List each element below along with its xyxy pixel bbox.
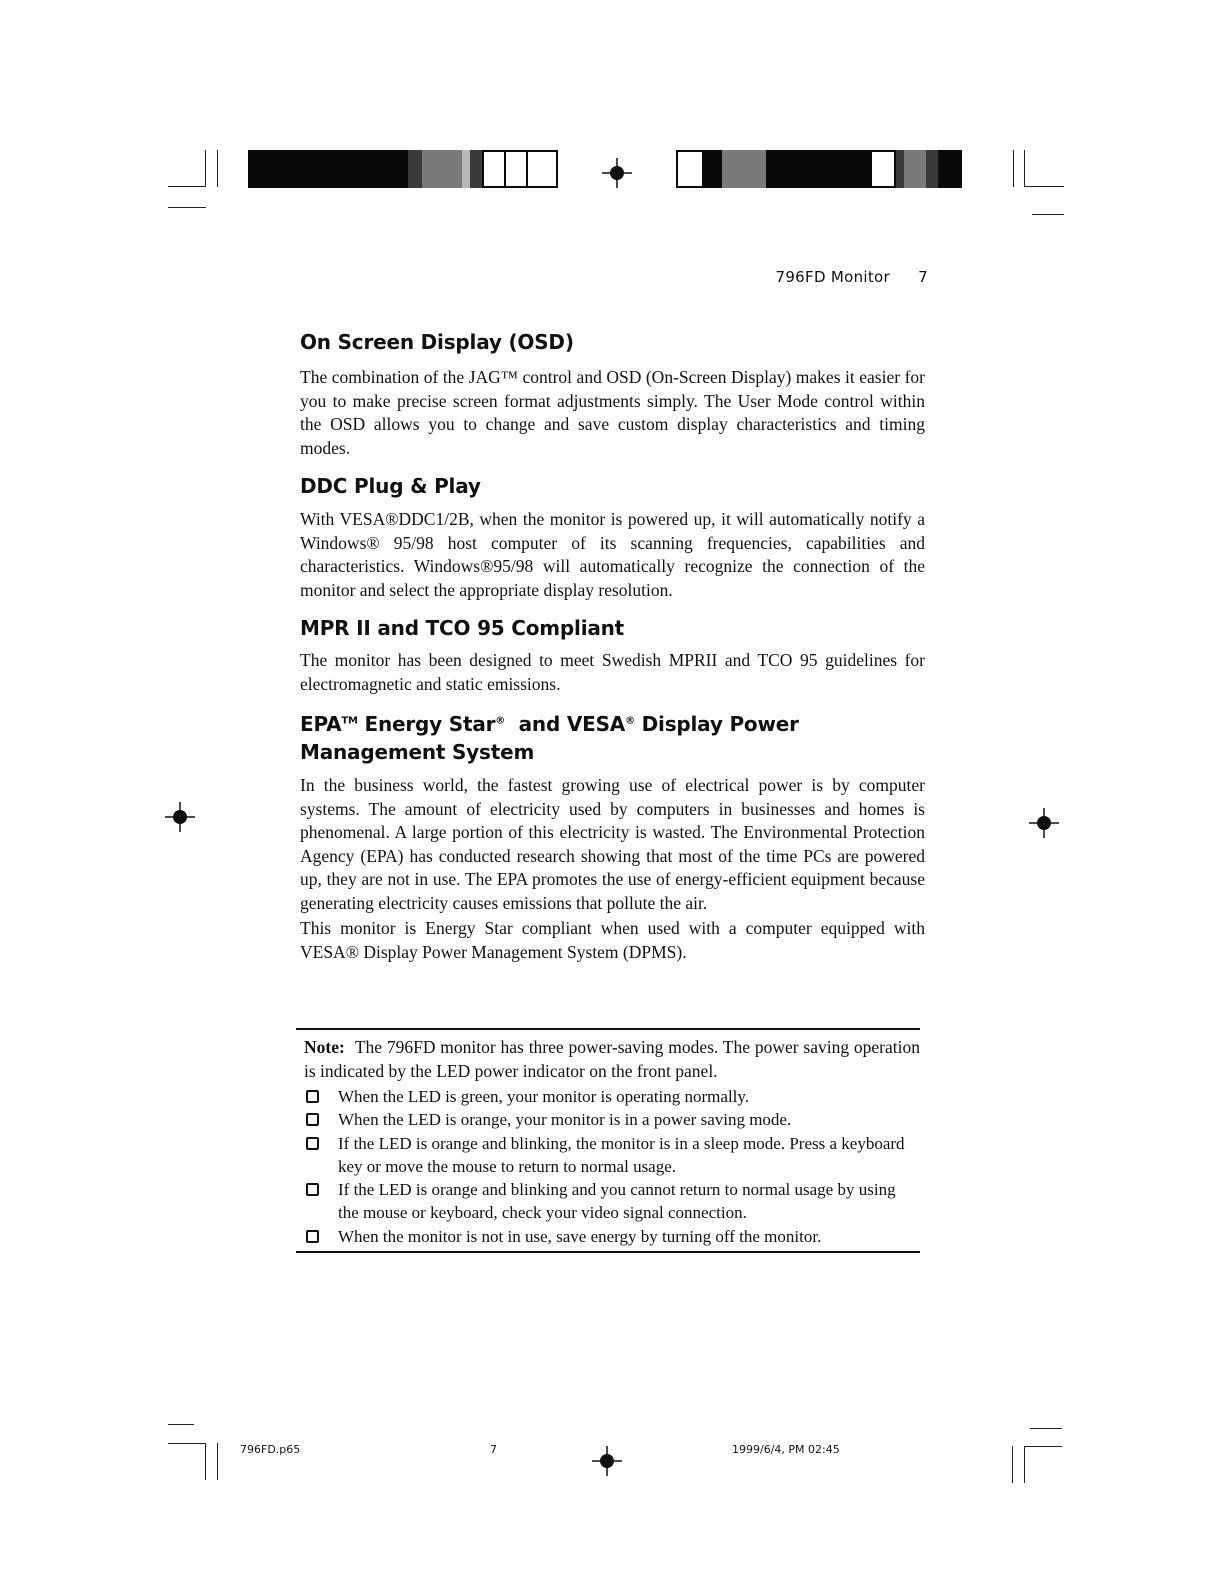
list-item: If the LED is orange and blinking and you cannot return to normal usage by using the mouse or keyboard, check your video signal connection.	[304, 1178, 920, 1225]
section-body-energy-star: In the business world, the fastest growing use of electrical power is by computer systems. The amount of electricity used by computers in businesses and homes is phenomenal. A large portion of this electricity is wasted. The Environmental Protection Agency (EPA) has conducted research showing that most of the time PCs are powered up, they are not in use. The EPA promotes the use of energy-efficient equipment because generating electricity causes emissions that pollute the air.	[300, 775, 925, 913]
crop-mark	[168, 1443, 205, 1444]
footer-file-name: 796FD.p65	[240, 1443, 301, 1456]
crop-mark	[1024, 150, 1025, 187]
color-bar-left	[248, 150, 558, 188]
crop-mark	[168, 1424, 194, 1425]
density-patch	[248, 150, 408, 188]
crop-mark	[1012, 1446, 1013, 1483]
crop-mark	[205, 1443, 206, 1480]
crop-mark	[1030, 1428, 1062, 1429]
density-patch	[526, 150, 558, 188]
running-header	[772, 268, 928, 286]
footer-timestamp: 1999/6/4, PM 02:45	[732, 1443, 840, 1456]
note-list	[304, 1085, 920, 1248]
section-body-osd: The combination of the JAG™ control and OSD (On-Screen Display) makes it easier for you to make precise screen format adjustments simply. The User Mode control within the OSD allows you to change and save custom display characteristics and timing modes.	[300, 367, 925, 458]
crop-mark	[1013, 150, 1014, 187]
crop-mark	[1032, 214, 1064, 215]
list-item: When the monitor is not in use, save energy by turning off the monitor.	[304, 1225, 920, 1248]
note-label: Note:	[304, 1037, 345, 1057]
section-body-ddc: With VESA®DDC1/2B, when the monitor is powered up, it will automatically notify a Windows® 95/98 host computer of its scanning frequencies, capabilities and characteristics. Windows®95/98 will automatically recognize the connection of the monitor and select the appropriate display resolution.	[300, 509, 925, 600]
density-patch	[766, 150, 870, 188]
density-patch	[504, 150, 528, 188]
note-box	[296, 1028, 920, 1253]
registration-target-icon	[602, 158, 632, 188]
main-content	[300, 328, 925, 964]
checkbox-bullet-icon	[306, 1113, 319, 1126]
footer-page: 7	[490, 1443, 497, 1456]
list-item: When the LED is green, your monitor is operating normally.	[304, 1085, 920, 1108]
density-patch	[896, 150, 904, 188]
density-patch	[704, 150, 722, 188]
section-body-energy-star-compliance: This monitor is Energy Star compliant when used with a computer equipped with VESA® Display Power Management System (DPMS).	[300, 918, 925, 962]
density-patch	[482, 150, 506, 188]
crop-mark	[217, 150, 218, 187]
density-patch	[938, 150, 962, 188]
registration-target-icon	[165, 802, 195, 832]
crop-mark	[1024, 1446, 1025, 1483]
running-title: 796FD Monitor	[775, 268, 890, 286]
density-patch	[870, 150, 896, 188]
section-heading-osd: On Screen Display (OSD)	[300, 330, 574, 354]
page-number: 7	[918, 268, 928, 286]
density-patch	[926, 150, 938, 188]
checkbox-bullet-icon	[306, 1183, 319, 1196]
section-heading-mpr: MPR II and TCO 95 Compliant	[300, 616, 625, 640]
section-heading-energy-star: EPA™ Energy Star® and VESA® Display Power Management System	[300, 712, 799, 764]
note-intro: Note: The 796FD monitor has three power-saving modes. The power saving operation is indicated by the LED power indicator on the front panel.	[304, 1037, 920, 1081]
checkbox-bullet-icon	[306, 1090, 319, 1103]
density-patch	[722, 150, 766, 188]
density-patch	[904, 150, 926, 188]
crop-mark	[1024, 1446, 1062, 1447]
density-patch	[422, 150, 462, 188]
registration-target-icon	[592, 1446, 622, 1476]
crop-mark	[168, 207, 206, 208]
density-patch	[408, 150, 422, 188]
crop-mark	[1024, 186, 1064, 187]
checkbox-bullet-icon	[306, 1230, 319, 1243]
list-item: If the LED is orange and blinking, the monitor is in a sleep mode. Press a keyboard key or move the mouse to return to normal usage.	[304, 1132, 920, 1179]
registration-target-icon	[1029, 808, 1059, 838]
checkbox-bullet-icon	[306, 1137, 319, 1150]
section-body-mpr: The monitor has been designed to meet Swedish MPRII and TCO 95 guidelines for electromagnetic and static emissions.	[300, 650, 925, 694]
section-heading-ddc: DDC Plug & Play	[300, 474, 481, 498]
color-bar-right	[676, 150, 962, 188]
density-patch	[676, 150, 704, 188]
crop-mark	[217, 1443, 218, 1480]
crop-mark	[168, 186, 206, 187]
list-item: When the LED is orange, your monitor is in a power saving mode.	[304, 1108, 920, 1131]
density-patch	[462, 150, 470, 188]
crop-mark	[205, 150, 206, 187]
density-patch	[470, 150, 482, 188]
